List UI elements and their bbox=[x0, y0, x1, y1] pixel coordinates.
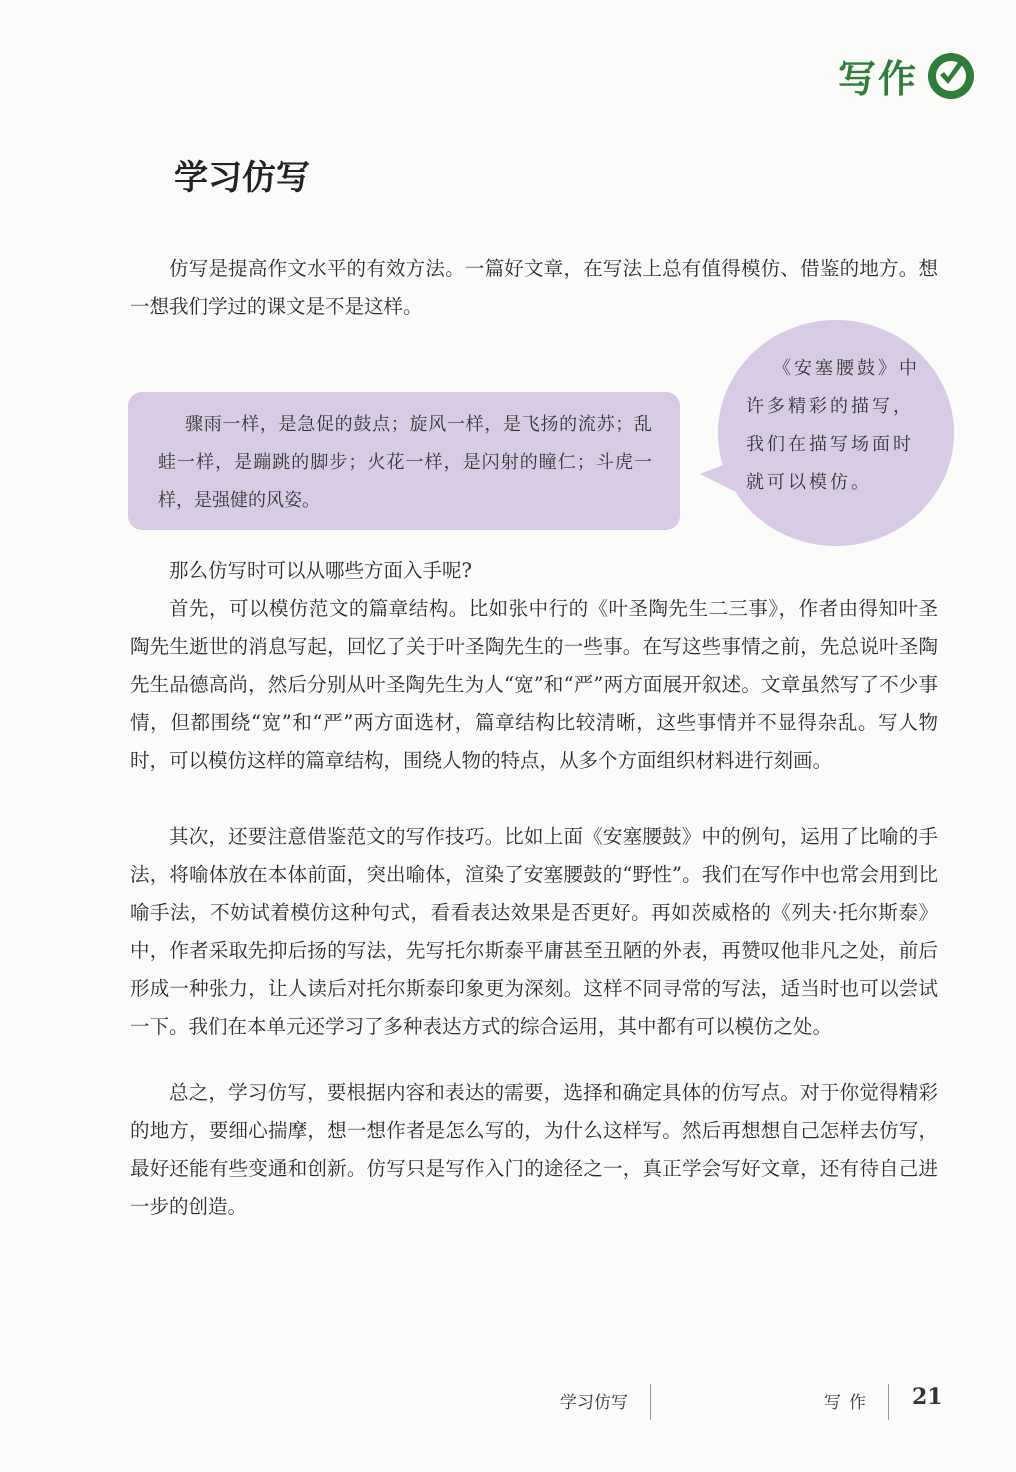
page-number: 21 bbox=[912, 1384, 943, 1410]
body-paragraph-4: 总之，学习仿写，要根据内容和表达的需要，选择和确定具体的仿写点。对于你觉得精彩的地方，要细心揣摩，想一想作者是怎么写的，为什么这样写。然后再想想自己怎样去仿写，最好还能有些变通和创新。仿写只是写作入门的途径之一，真正学会写好文章，还有待自己进一步的创造。 bbox=[130, 1081, 938, 1218]
section-label: 写作 bbox=[837, 57, 918, 101]
footer-divider bbox=[888, 1384, 889, 1420]
intro-paragraph: 仿写是提高作文水平的有效方法。一篇好文章，在写法上总有值得模仿、借鉴的地方。想一想我们学过的课文是不是这样。 bbox=[130, 257, 938, 318]
footer-section: 写作 bbox=[824, 1393, 874, 1413]
footer-divider bbox=[650, 1384, 651, 1420]
section-header bbox=[838, 48, 976, 103]
body-paragraph-3: 其次，还要注意借鉴范文的写作技巧。比如上面《安塞腰鼓》中的例句，运用了比喻的手法，将喻体放在本体前面，突出喻体，渲染了安塞腰鼓的“野性”。我们在写作中也常会用到比喻手法，不妨试着模仿这种句式，看看表达效果是否更好。再如茨威格的《列夫·托尔斯泰》中，作者采取先抑后扬的写法，先写托尔斯泰平庸甚至丑陋的外表，再赞叹他非凡之处，前后形成一种张力，让人读后对托尔斯泰印象更为深刻。这样不同寻常的写法，适当时也可以尝试一下。我们在本单元还学习了多种表达方式的综合运用，其中都有可以模仿之处。 bbox=[130, 825, 938, 1038]
bubble-note: 《安塞腰鼓》中许多精彩的描写，我们在描写场面时就可以模仿。 bbox=[746, 358, 920, 493]
example-quote: 骤雨一样，是急促的鼓点；旋风一样，是飞扬的流苏；乱蛙一样，是蹦跳的脚步；火花一样，是闪射的瞳仁；斗虎一样，是强健的风姿。 bbox=[158, 414, 652, 511]
body-paragraph-2: 首先，可以模仿范文的篇章结构。比如张中行的《叶圣陶先生二三事》，作者由得知叶圣陶先生逝世的消息写起，回忆了关于叶圣陶先生的一些事。在写这些事情之前，先总说叶圣陶先生品德高尚，然后分别从叶圣陶先生为人“宽”和“严”两方面展开叙述。文章虽然写了不少事情，但都围绕“宽”和“严”两方面选材，篇章结构比较清晰，这些事情并不显得杂乱。写人物时，可以模仿这样的篇章结构，围绕人物的特点，从多个方面组织材料进行刻画。 bbox=[130, 597, 938, 772]
example-quote-box bbox=[128, 392, 680, 530]
note-bubble bbox=[718, 320, 954, 546]
page-footer bbox=[0, 1384, 1016, 1424]
footer-lesson-title: 学习仿写 bbox=[560, 1393, 628, 1413]
page-title: 学习仿写 bbox=[174, 158, 310, 198]
writing-pen-icon bbox=[926, 51, 976, 101]
body-paragraph-1: 那么仿写时可以从哪些方面入手呢? bbox=[169, 559, 472, 582]
